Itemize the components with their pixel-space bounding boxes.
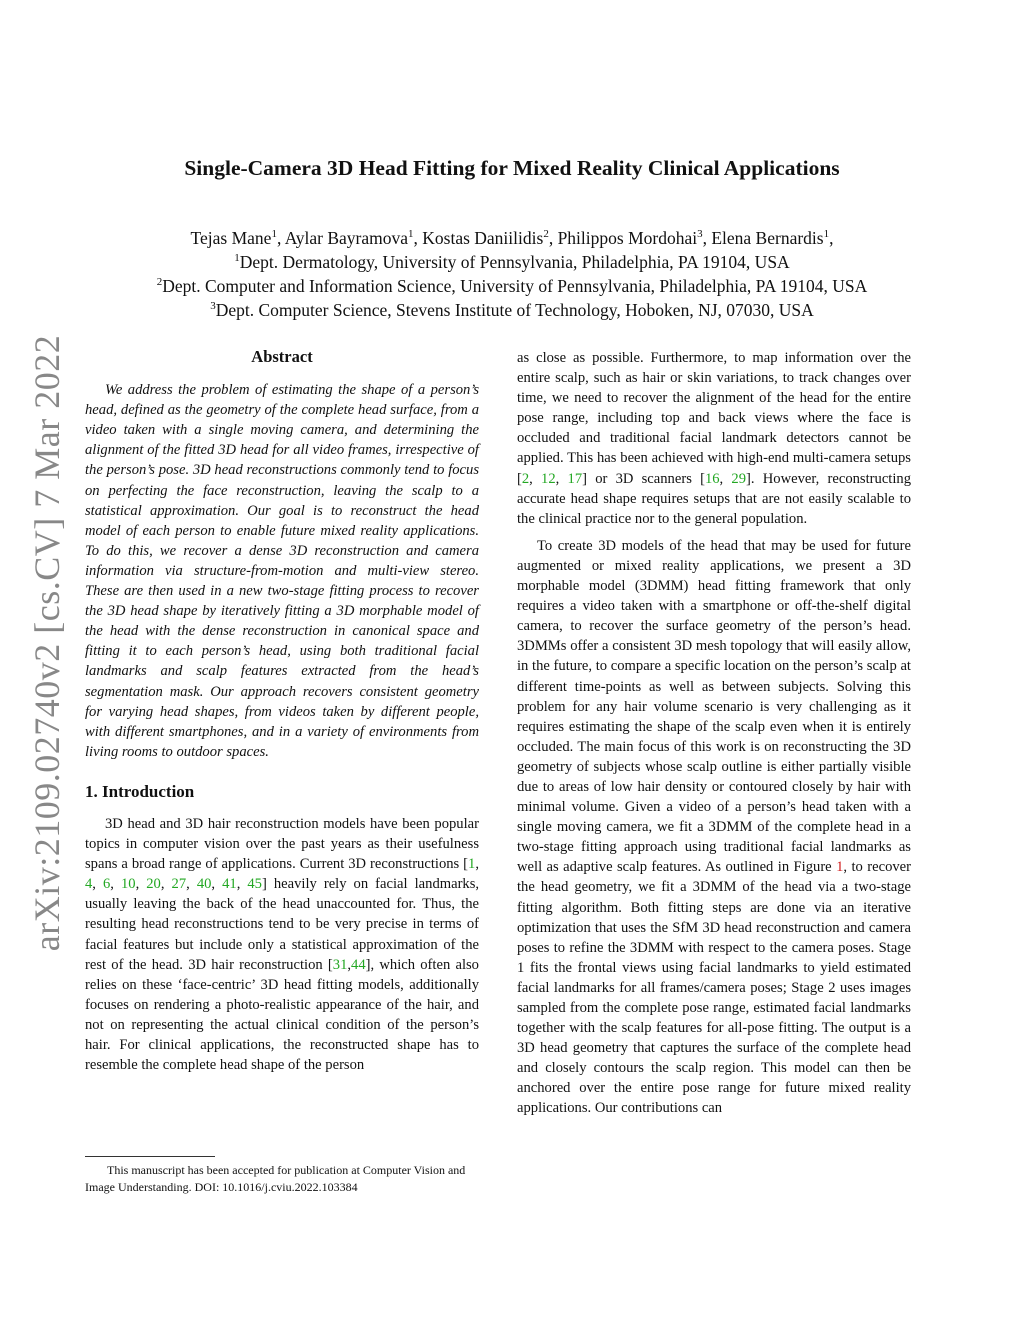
author-block (0, 226, 1024, 322)
citation-link[interactable]: 10 (120, 876, 136, 893)
paragraph-text: as close as possible. Furthermore, to map information over the entire scalp, such as hair or skin variations, to track changes over time, we need to recover the alignment of the head for the entire pose range, including top and back views where the face is occluded and traditional facial landmark detectors cannot be applied. This has been achieved with high-end multi-camera setups [ (517, 350, 911, 487)
paragraph-text: ] or 3D scanners [ (582, 470, 705, 487)
citation-link[interactable]: 45 (247, 876, 262, 893)
affiliation-text: Dept. Computer Science, Stevens Institute of Technology, Hoboken, NJ, 07030, USA (215, 300, 814, 320)
author-name: Tejas Mane (190, 228, 272, 248)
abstract-text: We address the problem of estimating the shape of a person’s head, defined as the geometry of the complete head surface, from a video taken with a single moving camera, and determining the alignment of the fitted 3D head for all video frames, irrespective of the person’s pose. 3D head reconstructions commonly tend to focus on perfecting the face reconstruction, leaving the scalp to a statistical approximation. Our goal is to reconstruct the head model of each person to enable future mixed reality applications. To do this, we recover a dense 3D reconstruction and camera information via structure-from-motion and multi-view stereo. These are then used in a new two-stage fitting process to recover the 3D head shape by iteratively fitting a 3D morphable model of the head with the dense reconstruction in canonical space and fitting it to each person’s head, using both traditional facial landmarks and scalp features extracted from the head’s segmentation mask. Our approach recovers consistent geometry for varying head shapes, from videos taken by different people, with different smartphones, and in a variety of environments from living rooms to outdoor spaces. (85, 382, 479, 760)
author-name: Kostas Daniilidis (422, 228, 544, 248)
citation-link[interactable]: 29 (731, 470, 747, 487)
affiliation-number: 3 (210, 300, 216, 313)
affiliation-text: Dept. Computer and Information Science, University of Pennsylvania, Philadelphia, PA 19104, USA (162, 276, 868, 296)
author-affiliation-number: 2 (543, 228, 549, 241)
intro-paragraph-continued: as close as possible. Furthermore, to map information over the entire scalp, such as hair or skin variations, to track changes over time, we need to recover the alignment of the head for the entire pose range, including top and back views where the face is occluded and traditional facial landmark detectors cannot be applied. This has been achieved with high-end multi-camera setups [2, 12, 17] or 3D scanners [16, 29]. However, reconstructing accurate head shape requires setups that are not easily scalable to the clinical practice nor to the general population. (517, 350, 911, 527)
citation-link[interactable]: 4 (85, 876, 93, 893)
author-affiliation-number: 1 (408, 228, 414, 241)
affiliation-line (0, 298, 1024, 322)
paragraph-text: , to recover the head geometry, we fit a 3DMM of the head via a two-stage fitting algorithm. Both fitting steps are done via an iterative optimization that uses the SfM 3D head reconstruction and camera poses to refine the 3DMM with respect to the camera poses. Stage 1 fits the frontal views using facial landmarks to yield estimated facial landmarks for all frames/camera poses; Stage 2 uses images sampled from the complete pose range, estimated facial landmarks together with the scalp features for all-pose fitting. The output is a 3D head geometry that captures the surface of the complete head and closely contours the scalp region. This model can then be anchored over the entire pose range for future mixed reality applications. Our contributions can (517, 859, 911, 1117)
citation-link[interactable]: 41 (222, 876, 237, 893)
paragraph-text: ]. However, reconstructing accurate head shape requires setups that are not easily scalable to the clinical practice nor to the general population. (517, 470, 911, 527)
section-heading-introduction: 1. Introduction (85, 781, 195, 801)
citation-link[interactable]: 16 (704, 470, 720, 487)
author-affiliation-number: 1 (823, 228, 830, 241)
author-affiliation-number: 3 (697, 228, 703, 241)
figure-reference-link[interactable]: 1 (836, 859, 844, 876)
paragraph-text: To create 3D models of the head that may be used for future augmented or mixed reality applications, we present a 3D morphable model (3DMM) head fitting framework that only requires a video taken with a smartphone or off-the-shelf digital camera, to recover the surface geometry of the person’s head. 3DMMs offer a consistent 3D mesh topology that will easily allow, in the future, to compare a specific location on the person’s scalp at different time-points as well as between subjects. Solving this problem for any hair volume scenario is very challenging as it requires estimating the shape of the scalp even when it is entirely occluded. The main focus of this work is on reconstructing the 3D geometry of subjects whose scalp outline is either partially visible due to areas of low hair density or contoured closely by hair with minimal volume. Given a video of a person’s head taken with a single moving camera, we fit a 3DMM of the complete head in a two-stage fitting approach using traditional facial landmarks as well as adaptive scalp features. As outlined in Figure (517, 537, 911, 876)
affiliation-number: 1 (234, 252, 240, 265)
footnote-divider (85, 1156, 215, 1157)
author-name: Aylar Bayramova (284, 228, 409, 248)
intro-paragraph (517, 536, 911, 1119)
citation-link[interactable]: 2 (521, 470, 530, 487)
author-name: Elena Bernardis (711, 228, 824, 248)
intro-paragraph: 3D head and 3D hair reconstruction models have been popular topics in computer vision over the past years as their usefulness spans a broad range of applications. Current 3D reconstructions [1, 4, 6, 10, 20, 27, 40, 41, 45] heavily rely on facial landmarks, usually leaving the back of the head unaccounted for. Thus, the resulting head reconstructions tend to be very precise in terms of facial features but include only a statistical approximation of the rest of the head. 3D hair reconstruction [31,44], which often also relies on these ‘face-centric’ 3D head fitting models, additionally focuses on rendering a photo-realistic appearance of the hair, and not on representing the actual clinical condition of the person’s hair. For clinical applications, the reconstructed shape has to resemble the complete head shape of the person (85, 815, 480, 1074)
citation-link[interactable]: 1 (468, 856, 476, 873)
citation-link[interactable]: 12 (541, 470, 556, 487)
paper-title: Single-Camera 3D Head Fitting for Mixed Reality Clinical Applications (184, 156, 840, 180)
footnote: This manuscript has been accepted for publication at Computer Vision and Image Understanding. DOI: 10.1016/j.cviu.2022.103384 (85, 1163, 466, 1194)
citation-link[interactable]: 6 (102, 876, 111, 893)
author-list: Tejas Mane$^1$, Aylar Bayramova$^1$, Kostas Daniilidis$^2$, Philippos Mordohai$^3$, Elena Bernardis$^1$, (190, 228, 834, 248)
arxiv-identifier: arXiv:2109.02740v2 [cs.CV] 7 Mar 2022 (27, 334, 67, 951)
affiliation-text: Dept. Dermatology, University of Pennsylvania, Philadelphia, PA 19104, USA (239, 252, 790, 272)
paragraph-text: ], which often also relies on these ‘face-centric’ 3D head fitting models, additionally focuses on rendering a photo-realistic appearance of the hair, and not on representing the actual clinical condition of the person’s hair. For clinical applications, the reconstructed shape has to resemble the complete head shape of the person (85, 956, 479, 1074)
arxiv-sidebar (18, 334, 76, 951)
abstract-heading: Abstract (251, 347, 313, 366)
affiliation-number: 2 (156, 276, 163, 289)
citation-link[interactable]: 27 (171, 876, 187, 893)
author-affiliation-number: 1 (271, 228, 277, 241)
citation-link[interactable]: 44 (351, 956, 366, 973)
citation-link[interactable]: 31 (332, 956, 348, 973)
paragraph-text: ] heavily rely on facial landmarks, usually leaving the back of the head unaccounted for. Thus, the resulting head reconstructions tend to be very precise in terms of facial features but include only a statistical approximation of the rest of the head. 3D hair reconstruction [ (85, 876, 480, 973)
left-column (85, 347, 479, 1075)
author-name: Philippos Mordohai (557, 228, 698, 248)
citation-link[interactable]: 20 (146, 876, 161, 893)
citation-link[interactable]: 17 (567, 470, 583, 487)
affiliation-line (0, 250, 1024, 274)
citation-link[interactable]: 40 (196, 876, 212, 893)
affiliation-line (0, 274, 1024, 298)
right-column (517, 348, 911, 1119)
paragraph-text: 3D head and 3D hair reconstruction models have been popular topics in computer vision over the past years as their usefulness spans a broad range of applications. Current 3D reconstructions [ (85, 815, 479, 873)
